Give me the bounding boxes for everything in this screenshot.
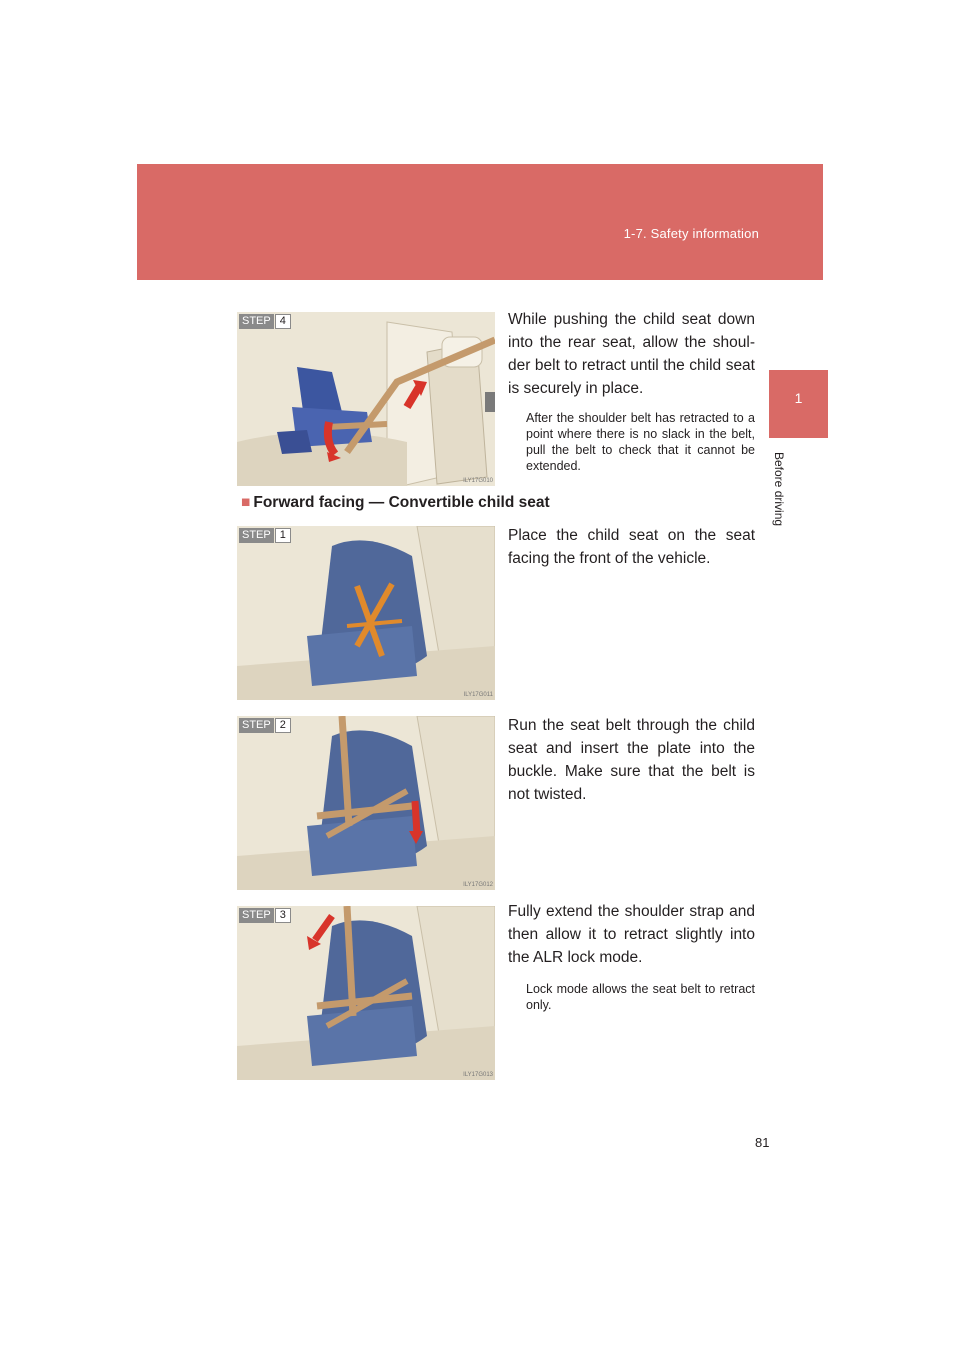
figure-code: ILY17G010 (463, 478, 493, 484)
step-label: STEP (239, 908, 274, 923)
section-title: 1-7. Safety information (623, 226, 759, 241)
subheading-text: Forward facing — Convertible child seat (253, 494, 550, 511)
step-label: STEP (239, 314, 274, 329)
step-badge (239, 718, 291, 733)
section-subheading (241, 494, 550, 512)
figure-step-3 (237, 906, 495, 1080)
step-number: 1 (275, 528, 291, 543)
step-3-text: Fully extend the shoulder strap and then allow it to retract slightly into the ALR lock mode. (508, 903, 755, 966)
step-badge (239, 528, 291, 543)
step-3-note: Lock mode allows the seat belt to retract only. (526, 982, 755, 1012)
step-label: STEP (239, 718, 274, 733)
step-2-text: Run the seat belt through the child seat and insert the plate into the buckle. Make sure that the belt is not twisted. (508, 717, 755, 803)
chapter-label: Before driving (772, 452, 786, 527)
page-number: 81 (755, 1135, 770, 1150)
figure-code: ILY17G011 (463, 692, 493, 698)
figure-code: ILY17G013 (463, 1072, 493, 1078)
header-band (137, 164, 823, 280)
figure-step-2 (237, 716, 495, 890)
child-seat-illustration (237, 312, 495, 486)
step-label: STEP (239, 528, 274, 543)
heading-square-icon: ■ (241, 494, 251, 511)
chapter-number: 1 (794, 390, 803, 406)
chapter-tab (769, 370, 828, 438)
step-badge (239, 314, 291, 329)
step-number: 2 (275, 718, 291, 733)
step-badge (239, 908, 291, 923)
child-seat-illustration (237, 526, 495, 700)
step-number: 3 (275, 908, 291, 923)
step-4-text: While pushing the child seat down into the rear seat, allow the shoul-der belt to retract until the child seat is securely in place. (508, 311, 755, 397)
figure-code: ILY17G012 (463, 882, 493, 888)
figure-step-4 (237, 312, 495, 486)
figure-step-1 (237, 526, 495, 700)
step-1-text: Place the child seat on the seat facing the front of the vehicle. (508, 527, 755, 567)
step-number: 4 (275, 314, 291, 329)
child-seat-illustration (237, 716, 495, 890)
child-seat-illustration (237, 906, 495, 1080)
step-4-note: After the shoulder belt has retracted to a point where there is no slack in the belt, pull the belt to check that it cannot be extended. (526, 411, 755, 473)
